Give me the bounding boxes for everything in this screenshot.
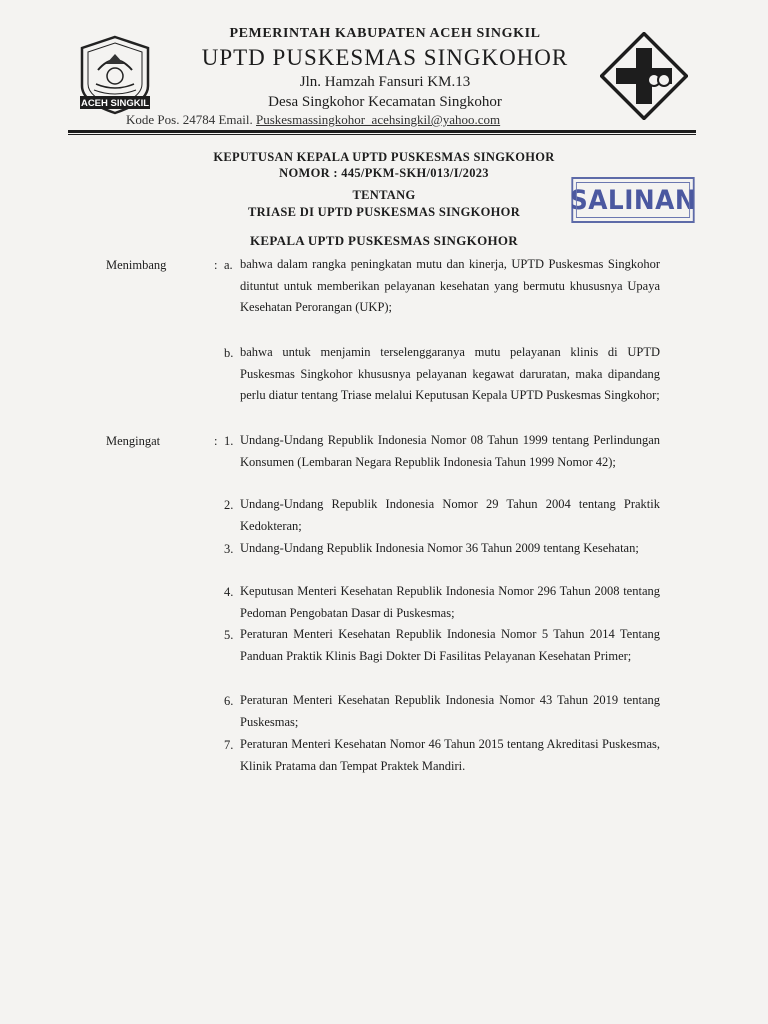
letterhead-rule-thin [68, 134, 696, 135]
menimbang-marker-a: a. [224, 258, 233, 272]
postal-code: Kode Pos. 24784 Email. [126, 112, 256, 127]
menimbang-item-a: bahwa dalam rangka peningkatan mutu dan kinerja, UPTD Puskesmas Singkohor dituntut untuk memberikan pelayanan kesehatan yang bermutu khususnya Upaya Kesehatan Perorangan (UKP); [240, 257, 660, 314]
letterhead-rule-thick [68, 130, 696, 133]
mengingat-item-6: Peraturan Menteri Kesehatan Republik Indonesia Nomor 43 Tahun 2019 tentang Puskesmas; [240, 693, 660, 729]
email-link[interactable]: Puskesmassingkohor_acehsingkil@yahoo.com [256, 112, 501, 127]
mengingat-marker-4: 4. [224, 585, 234, 599]
mengingat-marker-1: 1. [224, 434, 234, 448]
menimbang-item-b: bahwa untuk menjamin terselenggaranya mutu pelayanan klinis di UPTD Puskesmas Singkohor khususnya pelayanan kegawat daruratan, maka dipandang perlu diatur tentang Triase melalui Keputusan Kepala UPTD Puskesmas Singkohor; [240, 345, 660, 402]
mengingat-item-3: Undang-Undang Republik Indonesia Nomor 36 Tahun 2009 tentang Kesehatan; [240, 541, 639, 555]
mengingat-colon: : [214, 434, 218, 448]
address-street: Jln. Hamzah Fansuri KM.13 [299, 74, 471, 90]
emblem-caption: ACEH SINGKIL [80, 98, 150, 109]
mengingat-item-2: Undang-Undang Republik Indonesia Nomor 29 Tahun 2004 tentang Praktik Kedokteran; [240, 497, 660, 533]
mengingat-marker-3: 3. [224, 542, 234, 556]
decree-subject: TRIASE DI UPTD PUSKESMAS SINGKOHOR [247, 205, 521, 219]
decree-number: NOMOR : 445/PKM-SKH/013/I/2023 [279, 166, 489, 180]
mengingat-marker-7: 7. [224, 738, 234, 752]
mengingat-label: Mengingat [106, 434, 161, 448]
copy-stamp: SALINAN [571, 177, 694, 223]
mengingat-marker-2: 2. [224, 498, 234, 512]
contact-line [126, 112, 646, 128]
mengingat-marker-6: 6. [224, 694, 234, 708]
mengingat-item-4: Keputusan Menteri Kesehatan Republik Indonesia Nomor 296 Tahun 2008 tentang Pedoman Pengobatan Dasar di Puskesmas; [240, 584, 660, 620]
decree-title: KEPUTUSAN KEPALA UPTD PUSKESMAS SINGKOHOR [213, 150, 555, 164]
government-name: PEMERINTAH KABUPATEN ACEH SINGKIL [229, 26, 541, 41]
menimbang-label: Menimbang [106, 258, 167, 272]
mengingat-item-1: Undang-Undang Republik Indonesia Nomor 08 Tahun 1999 tentang Perlindungan Konsumen (Lembaran Negara Republik Indonesia Tahun 1999 Nomor 42); [240, 433, 660, 469]
menimbang-colon: : [214, 258, 218, 272]
mengingat-item-5: Peraturan Menteri Kesehatan Republik Indonesia Nomor 5 Tahun 2014 Tentang Panduan Praktik Klinis Bagi Dokter Di Fasilitas Pelayanan Kesehatan Primer; [240, 627, 660, 663]
mengingat-marker-5: 5. [224, 628, 234, 642]
institution-name: UPTD PUSKESMAS SINGKOHOR [201, 45, 569, 70]
issuer-title: KEPALA UPTD PUSKESMAS SINGKOHOR [249, 233, 518, 248]
menimbang-marker-b: b. [224, 346, 234, 360]
address-village: Desa Singkohor Kecamatan Singkohor [268, 94, 502, 110]
mengingat-item-7: Peraturan Menteri Kesehatan Nomor 46 Tahun 2015 tentang Akreditasi Puskesmas, Klinik Pratama dan Tempat Praktek Mandiri. [240, 737, 660, 773]
about-label: TENTANG [352, 188, 416, 202]
